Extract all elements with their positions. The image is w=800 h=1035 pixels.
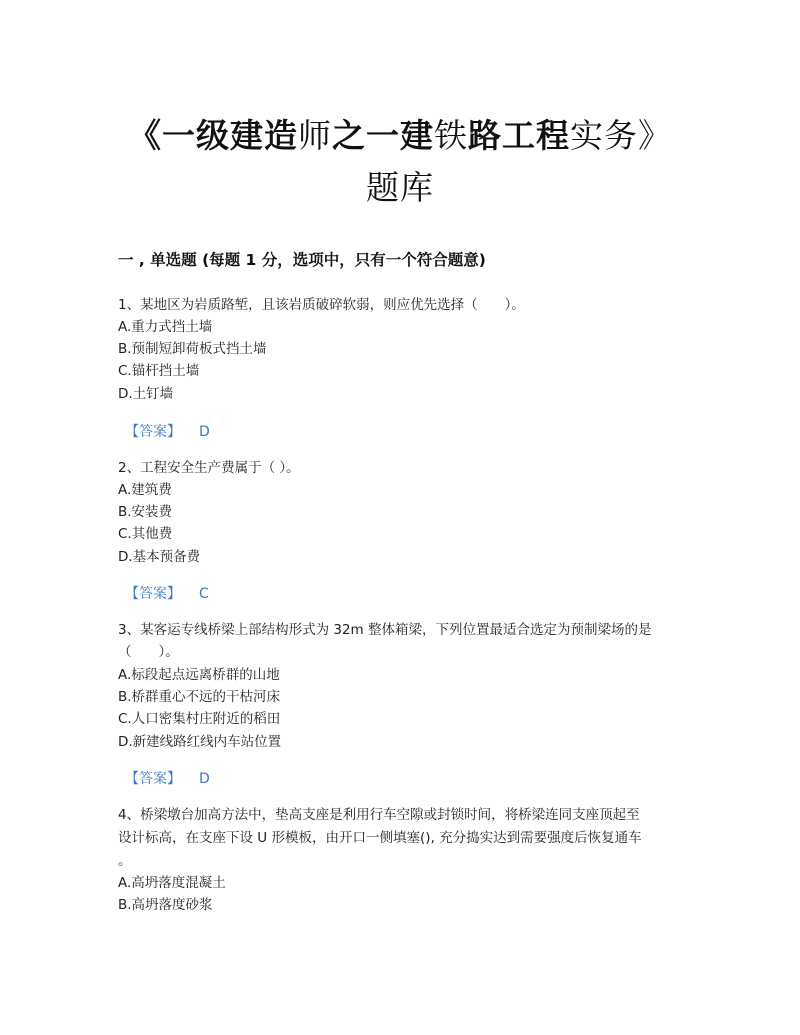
question-3-option-a: A.标段起点远离桥群的山地: [118, 667, 280, 683]
title-segment: 之一建: [332, 116, 434, 155]
question-1-stem: 1、某地区为岩质路堑，且该岩质破碎软弱，则应优先选择（ ）。: [118, 297, 525, 313]
question-2-answer: [125, 583, 209, 603]
question-2-option-d: D.基本预备费: [118, 549, 201, 565]
question-2-stem: 2、工程安全生产费属于（ ）。: [118, 460, 300, 476]
answer-value: C: [199, 586, 209, 602]
question-4-stem-line2: 设计标高，在支座下设 U 形模板，由开口一侧填塞(), 充分捣实达到需要强度后恢复通车: [118, 830, 642, 846]
section-heading: 一 , 单选题 (每题 1 分，选项中，只有一个符合题意): [118, 251, 486, 269]
question-3-option-b: B.桥群重心不远的干枯河床: [118, 689, 281, 705]
question-3-option-d: D.新建线路红线内车站位置: [118, 734, 282, 750]
question-2-option-b: B.安装费: [118, 504, 173, 520]
question-1-option-a: A.重力式挡土墙: [118, 319, 213, 335]
question-3-stem-line2: （ ）。: [118, 644, 179, 660]
question-3-answer: [125, 768, 210, 788]
title-segment: 师: [298, 116, 332, 155]
question-2-option-a: A.建筑费: [118, 482, 172, 498]
answer-value: D: [199, 771, 210, 787]
title-segment: 建造: [230, 116, 298, 155]
question-3-option-c: C.人口密集村庄附近的稻田: [118, 711, 281, 727]
title-segment: 铁: [434, 116, 468, 155]
question-4-option-a: A.高坍落度混凝土: [118, 875, 226, 891]
question-1-option-d: D.土钉墙: [118, 386, 174, 402]
answer-label: 【答案】: [125, 771, 181, 787]
question-3-stem-line1: 3、某客运专线桥梁上部结构形式为 32m 整体箱梁，下列位置最适合选定为预制梁场的是: [118, 622, 652, 638]
title-segment: 实务》: [570, 116, 672, 155]
question-1-answer: [125, 421, 210, 441]
answer-value: D: [199, 424, 210, 440]
question-4-option-b: B.高坍落度砂浆: [118, 897, 213, 913]
document-title-line2: 题库: [366, 168, 434, 207]
document-title-line1: [0, 110, 800, 157]
title-segment: 路工程: [468, 116, 570, 155]
question-2-option-c: C.其他费: [118, 526, 173, 542]
title-segment: 《一级: [128, 116, 230, 155]
question-4-stem-line3: 。: [118, 853, 132, 869]
question-1-option-b: B.预制短卸荷板式挡土墙: [118, 341, 267, 357]
answer-label: 【答案】: [125, 586, 181, 602]
question-4-stem-line1: 4、桥梁墩台加高方法中，垫高支座是利用行车空隙或封锁时间，将桥梁连同支座顶起至: [118, 807, 640, 823]
question-1-option-c: C.锚杆挡土墙: [118, 363, 200, 379]
answer-label: 【答案】: [125, 424, 181, 440]
